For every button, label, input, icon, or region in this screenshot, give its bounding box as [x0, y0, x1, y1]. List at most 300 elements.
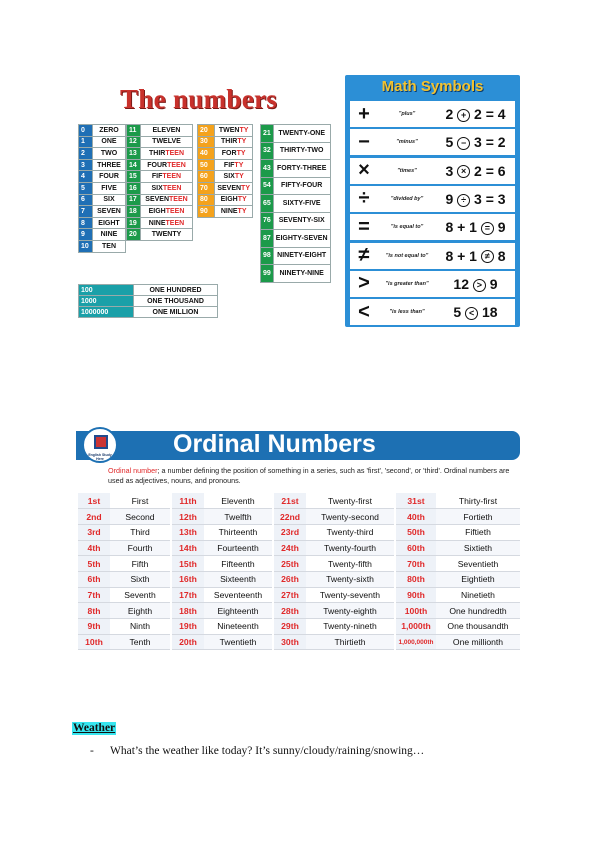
weather-list-item [90, 745, 424, 757]
ordinal-row [78, 509, 170, 525]
number-word-suffix: TY [241, 184, 250, 192]
ordinal-row [172, 603, 272, 619]
ordinal-row [396, 524, 520, 540]
ordinal-definition [108, 466, 518, 486]
number-word [215, 206, 253, 218]
number-row [127, 171, 193, 183]
number-word [141, 182, 193, 194]
number-word [93, 136, 126, 148]
ordinal-abbr: 1st [78, 493, 110, 509]
number-row [79, 125, 126, 137]
math-example [436, 304, 515, 320]
ordinal-word: Ninth [110, 619, 170, 635]
ordinal-abbr: 9th [78, 619, 110, 635]
ordinal-row [172, 493, 272, 509]
ordinal-word: Eleventh [204, 493, 272, 509]
number-word-stem: THIRTY-TWO [279, 147, 324, 155]
number-word [93, 194, 126, 206]
number-word [141, 148, 193, 160]
ordinal-word: Fiftieth [436, 524, 520, 540]
ordinal-abbr: 14th [172, 540, 204, 556]
ordinal-abbr: 2nd [78, 509, 110, 525]
math-operand-b: 18 [482, 304, 498, 321]
ordinal-abbr: 20th [172, 634, 204, 650]
ordinal-abbr: 17th [172, 587, 204, 603]
number-word [141, 206, 193, 218]
number-row [79, 159, 126, 171]
number-word-stem: ONE THOUSAND [147, 297, 204, 305]
ordinal-abbr: 26th [274, 571, 306, 587]
number-word-stem: ONE HUNDRED [149, 286, 202, 294]
ordinal-row [78, 524, 170, 540]
ordinal-abbr: 21st [274, 493, 306, 509]
math-symbol: × [358, 159, 370, 182]
math-symbol: < [358, 300, 370, 323]
number-row [79, 148, 126, 160]
ordinal-row [396, 571, 520, 587]
number-word [93, 182, 126, 194]
math-row [350, 271, 515, 297]
number-word-stem: TWEN [218, 126, 240, 134]
math-row [350, 158, 515, 184]
ordinal-abbr: 60th [396, 540, 436, 556]
number-word-suffix: TY [239, 126, 249, 134]
number-digit: 2 [79, 148, 93, 160]
number-word-suffix: TEEN [162, 173, 182, 181]
ordinal-row [78, 587, 170, 603]
number-word-stem: TWENTY [151, 231, 182, 239]
math-operand-b: 3 = 3 [474, 190, 506, 207]
number-digit: 11 [127, 125, 141, 137]
number-digit: 43 [261, 160, 274, 178]
math-symbol: ÷ [358, 187, 370, 210]
number-word-stem: SEVEN [217, 184, 242, 192]
ordinal-row [396, 603, 520, 619]
math-operator: × [457, 165, 470, 178]
math-example [436, 276, 515, 292]
number-row [79, 206, 126, 218]
ordinal-abbr: 16th [172, 571, 204, 587]
number-word-stem: EIGH [148, 207, 166, 215]
ordinal-row [78, 556, 170, 572]
ordinal-word: Thirteenth [204, 524, 272, 540]
ordinal-word: Twenty-seventh [306, 587, 394, 603]
number-word [141, 171, 193, 183]
ordinal-abbr: 30th [274, 634, 306, 650]
ordinal-word: Sixth [110, 571, 170, 587]
number-word [141, 136, 193, 148]
number-word-stem: FOUR [147, 161, 168, 169]
ordinal-word: Seventeenth [204, 587, 272, 603]
number-word [134, 285, 218, 296]
ordinal-abbr: 27th [274, 587, 306, 603]
math-operator: + [457, 109, 470, 122]
ordinal-word: Eighteenth [204, 603, 272, 619]
math-label: "minus" [396, 139, 418, 146]
ordinal-row [274, 524, 394, 540]
ordinal-word: Twenty-second [306, 509, 394, 525]
number-row [79, 171, 126, 183]
ordinal-word: Fourth [110, 540, 170, 556]
number-word-stem: THIR [148, 149, 166, 157]
ordinal-row [396, 540, 520, 556]
number-word [215, 159, 253, 171]
ordinal-word: Eightieth [436, 571, 520, 587]
number-digit: 65 [261, 195, 274, 213]
math-example [436, 191, 515, 207]
math-operand-a: 5 [453, 304, 462, 321]
number-digit: 0 [79, 125, 93, 137]
number-word [141, 229, 193, 241]
number-digit: 98 [261, 247, 274, 265]
ordinal-row [172, 571, 272, 587]
number-word-stem: NINETY-NINE [279, 269, 324, 277]
english-study-logo: English Study Here [82, 427, 118, 463]
number-digit: 76 [261, 212, 274, 230]
ordinal-word: Twelfth [204, 509, 272, 525]
number-row [127, 125, 193, 137]
ordinal-row [396, 509, 520, 525]
number-word [93, 229, 126, 241]
number-digit: 100 [79, 285, 134, 296]
number-digit: 1 [79, 136, 93, 148]
ordinal-word: Seventieth [436, 556, 520, 572]
number-word-stem: EIGHTY-SEVEN [275, 234, 328, 242]
math-label: "divided by" [390, 195, 424, 202]
number-word-stem: ZERO [99, 126, 119, 134]
math-operand-a: 8 + 1 [445, 247, 477, 264]
number-word-stem: NINE [148, 219, 166, 227]
math-example [436, 219, 515, 235]
ordinal-abbr: 4th [78, 540, 110, 556]
math-example [436, 134, 515, 150]
ordinal-abbr: 19th [172, 619, 204, 635]
number-word-stem: SIX [151, 184, 163, 192]
ordinal-row [396, 493, 520, 509]
weather-heading: Weather [73, 722, 116, 734]
number-digit: 99 [261, 265, 274, 283]
number-digit: 54 [261, 177, 274, 195]
number-word [93, 125, 126, 137]
number-digit: 80 [198, 194, 215, 206]
number-digit: 5 [79, 182, 93, 194]
number-row [127, 148, 193, 160]
number-word-stem: FORTY-THREE [276, 164, 327, 172]
numbers-table-11-20 [126, 124, 193, 241]
ordinal-row [78, 571, 170, 587]
ordinal-abbr: 6th [78, 571, 110, 587]
number-word-stem: FOUR [99, 173, 119, 181]
math-operand-b: 2 = 6 [474, 162, 506, 179]
math-label: "is less than" [389, 309, 425, 316]
math-symbol: > [358, 272, 370, 295]
number-word-suffix: TY [236, 149, 246, 157]
number-row [127, 194, 193, 206]
math-row [350, 243, 515, 269]
number-digit: 9 [79, 229, 93, 241]
number-word [273, 142, 330, 160]
number-word-stem: TWELVE [152, 138, 181, 146]
number-digit: 90 [198, 206, 215, 218]
number-word [134, 296, 218, 307]
math-operand-a: 3 [445, 162, 454, 179]
number-word [273, 212, 330, 230]
number-digit: 32 [261, 142, 274, 160]
ordinal-abbr: 7th [78, 587, 110, 603]
ordinal-word: Nineteenth [204, 619, 272, 635]
ordinal-word: Seventh [110, 587, 170, 603]
math-example [436, 248, 515, 264]
number-digit: 3 [79, 159, 93, 171]
ordinal-abbr: 90th [396, 587, 436, 603]
number-word [215, 194, 253, 206]
number-row [198, 125, 253, 137]
number-word-suffix: TY [237, 196, 247, 204]
number-row [79, 182, 126, 194]
number-word [215, 171, 253, 183]
number-digit: 12 [127, 136, 141, 148]
ordinal-abbr: 8th [78, 603, 110, 619]
number-digit: 19 [127, 217, 141, 229]
ordinal-header [76, 427, 520, 463]
ordinal-word: One millionth [436, 634, 520, 650]
ordinal-row [274, 619, 394, 635]
number-word-stem: TWO [100, 149, 118, 157]
ordinal-word: Third [110, 524, 170, 540]
ordinal-word: Fourteenth [204, 540, 272, 556]
number-word-stem: SIX [223, 173, 235, 181]
number-word [93, 240, 126, 252]
number-digit: 50 [198, 159, 215, 171]
number-word-suffix: TEEN [165, 149, 184, 157]
numbers-title: The numbers [120, 84, 278, 114]
math-row [350, 214, 515, 240]
math-label: "times" [397, 167, 417, 174]
ordinal-row [78, 603, 170, 619]
number-word-stem: ONE [101, 138, 117, 146]
math-operand-b: 9 [497, 219, 506, 236]
ordinal-word: One thousandth [436, 619, 520, 635]
weather-question: What’s the weather like today? It’s sunny/cloudy/raining/snowing… [110, 745, 425, 757]
ordinal-word: Sixteenth [204, 571, 272, 587]
number-digit: 6 [79, 194, 93, 206]
number-word-stem: SEVEN [97, 207, 121, 215]
ordinal-abbr: 29th [274, 619, 306, 635]
number-row [198, 206, 253, 218]
ordinal-row [274, 556, 394, 572]
number-word [141, 159, 193, 171]
number-digit: 8 [79, 217, 93, 229]
number-word [273, 230, 330, 248]
number-word-suffix: TEEN [165, 219, 185, 227]
number-row [198, 136, 253, 148]
number-word-suffix: TY [237, 138, 247, 146]
ordinal-row [78, 619, 170, 635]
number-word-stem: FOR [221, 149, 237, 157]
number-word-stem: TEN [102, 242, 116, 250]
ordinal-row [396, 587, 520, 603]
number-word [273, 160, 330, 178]
number-row [127, 217, 193, 229]
number-word-stem: EIGHT [98, 219, 120, 227]
number-word-stem: ELEVEN [152, 126, 181, 134]
number-word [141, 217, 193, 229]
number-word-suffix: TEEN [167, 161, 186, 169]
ordinal-word: Fifth [110, 556, 170, 572]
ordinal-abbr: 23rd [274, 524, 306, 540]
number-word-stem: NINETY-EIGHT [277, 252, 327, 260]
number-row [261, 142, 331, 160]
ordinal-abbr: 5th [78, 556, 110, 572]
ordinal-row [274, 634, 394, 650]
ordinal-word: Tenth [110, 634, 170, 650]
ordinal-abbr: 80th [396, 571, 436, 587]
ordinal-table-3 [274, 493, 394, 650]
math-operator: > [473, 279, 486, 292]
number-word [273, 125, 330, 143]
math-symbol: − [358, 130, 370, 153]
definition-text: ; a number defining the position of something in a series, such as 'first', 'second', or 'third'. Ordinal numbers are used as adjectives, nouns, and pronouns. [108, 466, 510, 485]
ordinal-word: Fifteenth [204, 556, 272, 572]
number-row [79, 194, 126, 206]
ordinal-abbr: 15th [172, 556, 204, 572]
number-row [261, 230, 331, 248]
ordinal-word: One hundredth [436, 603, 520, 619]
number-row [127, 136, 193, 148]
math-operand-a: 2 [445, 106, 454, 122]
ordinal-row [78, 634, 170, 650]
number-row [79, 307, 218, 318]
ordinal-word: Twenty-first [306, 493, 394, 509]
math-example [436, 106, 515, 122]
number-row [127, 229, 193, 241]
math-operand-a: 12 [453, 275, 469, 292]
number-digit: 14 [127, 159, 141, 171]
number-digit: 20 [127, 229, 141, 241]
list-bullet: - [90, 745, 94, 757]
math-operator: ÷ [457, 194, 470, 207]
ordinal-abbr: 40th [396, 509, 436, 525]
number-row [261, 247, 331, 265]
math-row [350, 101, 515, 127]
number-word-stem: SIXTY-FIVE [282, 199, 321, 207]
ordinal-row [396, 619, 520, 635]
number-digit: 87 [261, 230, 274, 248]
ordinal-word: Twenty-fourth [306, 540, 394, 556]
number-word [215, 182, 253, 194]
number-word [215, 125, 253, 137]
ordinal-abbr: 11th [172, 493, 204, 509]
numbers-table-compound [260, 124, 331, 283]
ordinal-row [396, 556, 520, 572]
ordinal-word: Second [110, 509, 170, 525]
ordinal-row [396, 634, 520, 650]
ordinal-title: Ordinal Numbers [173, 430, 376, 458]
ordinal-row [172, 524, 272, 540]
ordinal-table-4 [396, 493, 520, 650]
ordinal-word: Eighth [110, 603, 170, 619]
number-word [273, 265, 330, 283]
ordinal-word: Twenty-fifth [306, 556, 394, 572]
ordinal-row [172, 509, 272, 525]
math-symbols-poster [345, 75, 520, 327]
number-word-suffix: TEEN [165, 207, 185, 215]
math-row [350, 299, 515, 325]
number-digit: 40 [198, 148, 215, 160]
number-digit: 1000 [79, 296, 134, 307]
definition-term: Ordinal number [108, 466, 158, 475]
number-word-stem: SEVENTY-SIX [278, 217, 325, 225]
number-row [198, 171, 253, 183]
number-row [198, 182, 253, 194]
math-label: "plus" [398, 111, 416, 117]
number-row [198, 194, 253, 206]
math-operand-a: 5 [445, 134, 454, 151]
number-digit: 60 [198, 171, 215, 183]
ordinal-abbr: 12th [172, 509, 204, 525]
ordinal-word: Twenty-nineth [306, 619, 394, 635]
number-digit: 4 [79, 171, 93, 183]
ordinal-table-1 [78, 493, 170, 650]
ordinal-word: Twenty-sixth [306, 571, 394, 587]
number-word-stem: FIF [223, 161, 235, 169]
ordinal-abbr: 50th [396, 524, 436, 540]
math-row [350, 186, 515, 212]
number-row [261, 195, 331, 213]
math-operator: < [465, 307, 478, 320]
number-word-stem: THIR [221, 138, 238, 146]
ordinal-abbr: 28th [274, 603, 306, 619]
number-row [261, 177, 331, 195]
ordinal-row [274, 587, 394, 603]
number-row [127, 206, 193, 218]
math-symbol: + [358, 102, 370, 125]
number-word-stem: THREE [97, 161, 121, 169]
number-digit: 15 [127, 171, 141, 183]
number-row [198, 148, 253, 160]
number-digit: 21 [261, 125, 274, 143]
number-word-stem: SEVEN [145, 196, 170, 204]
number-word [134, 307, 218, 318]
math-operator: ≠ [481, 250, 494, 263]
number-word [273, 177, 330, 195]
number-word-stem: ONE MILLION [152, 308, 199, 316]
ordinal-row [172, 540, 272, 556]
number-row [127, 182, 193, 194]
ordinal-row [274, 571, 394, 587]
number-row [127, 159, 193, 171]
ordinal-abbr: 31st [396, 493, 436, 509]
ordinal-abbr: 70th [396, 556, 436, 572]
math-operand-b: 9 [489, 275, 498, 292]
ordinal-row [78, 493, 170, 509]
number-word-suffix: TY [234, 173, 244, 181]
number-word-stem: TWENTY-ONE [278, 129, 325, 137]
number-digit: 16 [127, 182, 141, 194]
number-word-stem: FIFTY-FOUR [281, 182, 323, 190]
number-word-stem: SIX [103, 196, 115, 204]
math-operand-a: 8 + 1 [445, 219, 477, 236]
numbers-table-tens [197, 124, 253, 218]
number-digit: 7 [79, 206, 93, 218]
number-word [93, 148, 126, 160]
number-row [79, 229, 126, 241]
ordinal-abbr: 13th [172, 524, 204, 540]
number-digit: 30 [198, 136, 215, 148]
ordinal-word: Sixtieth [436, 540, 520, 556]
number-word-stem: FIF [151, 173, 163, 181]
ordinal-abbr: 18th [172, 603, 204, 619]
